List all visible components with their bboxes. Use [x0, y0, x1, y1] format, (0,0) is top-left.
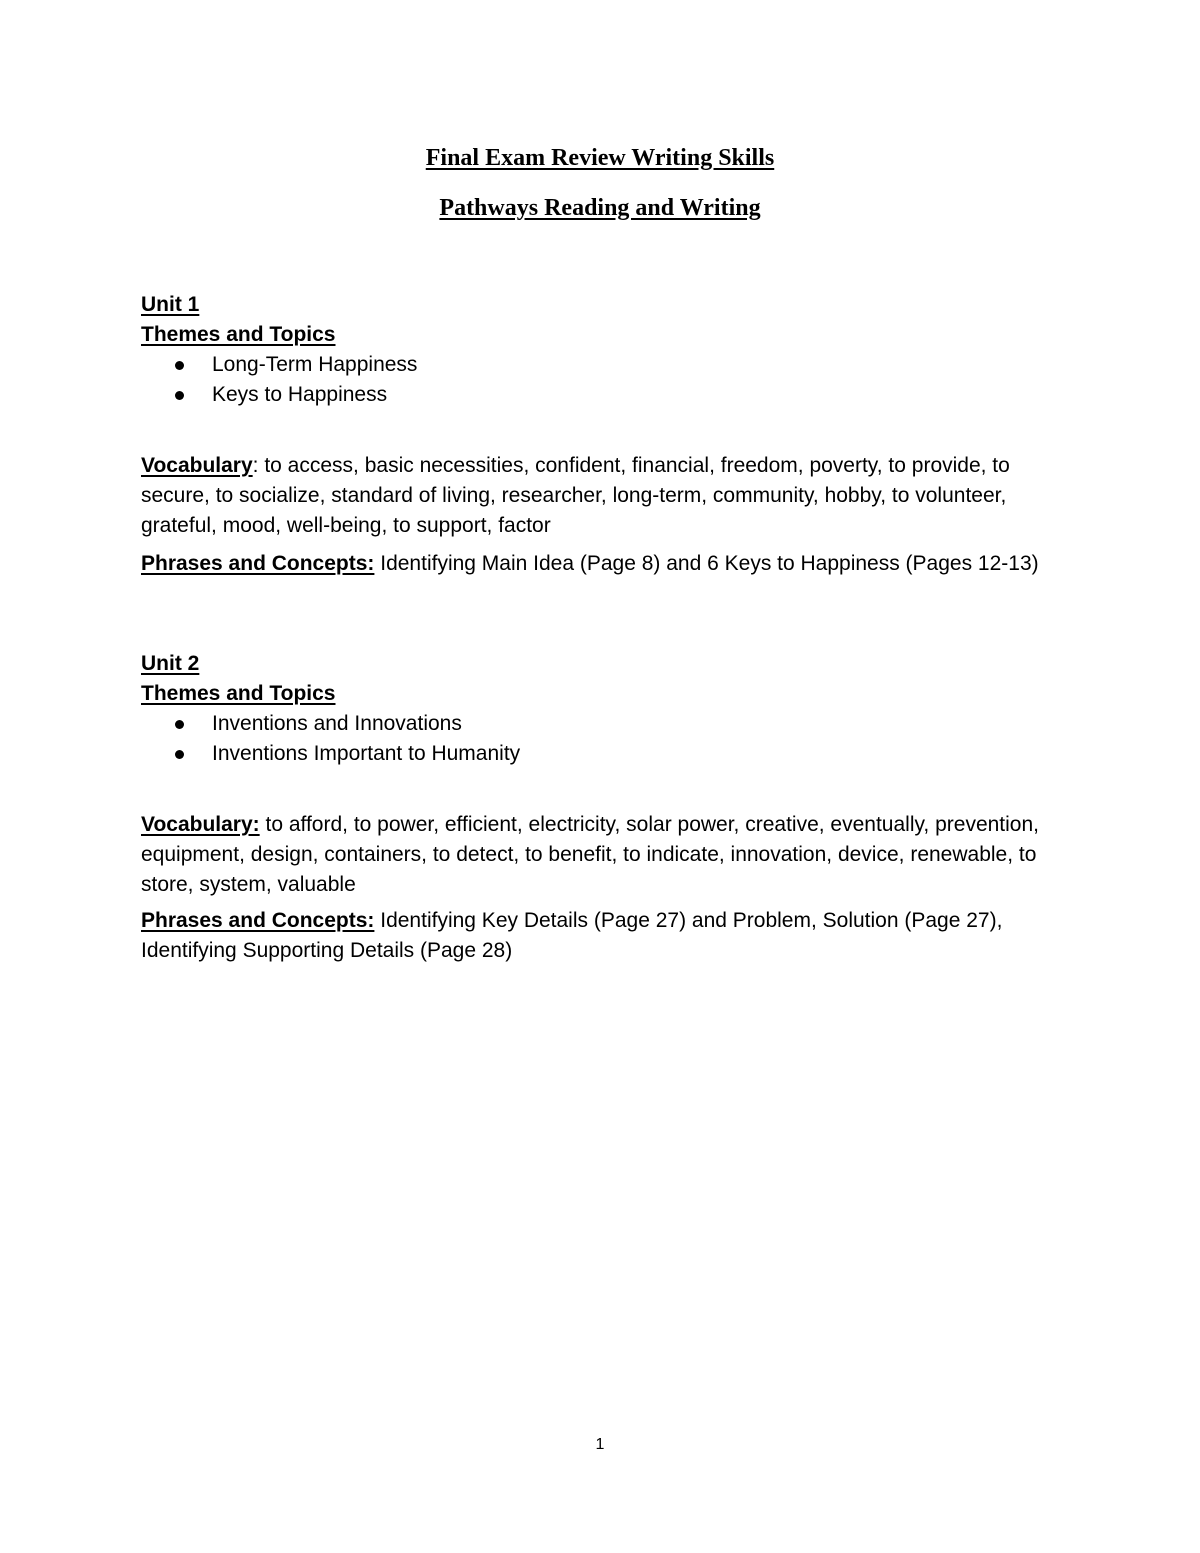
list-item [141, 350, 1061, 380]
themes-list [141, 350, 1061, 410]
unit-heading: Unit 2 [141, 652, 200, 675]
phrases-text: Identifying Main Idea (Page 8) and 6 Keys to Happiness (Pages 12-13) [374, 552, 1039, 575]
list-item [141, 709, 1061, 739]
phrases-text: Identifying Key Details (Page 27) and Problem, Solution (Page 27), Identifying Supporting Details (Page 28) [141, 909, 1003, 962]
themes-list [141, 709, 1061, 769]
document-subtitle: Pathways Reading and Writing [439, 195, 761, 221]
vocabulary-separator: : [252, 454, 259, 477]
list-item [141, 739, 1061, 769]
vocabulary-text: to access, basic necessities, confident, financial, freedom, poverty, to provide, to secure, to socialize, standard of living, researcher, long-term, community, hobby, to volunteer, grateful, mood, well-being, to support, factor [141, 454, 1010, 537]
bullet-icon [175, 361, 184, 370]
unit-heading: Unit 1 [141, 293, 200, 316]
unit-1-phrases [141, 549, 1061, 579]
phrases-label: Phrases and Concepts: [141, 909, 375, 932]
document-title: Final Exam Review Writing Skills [425, 145, 775, 171]
vocabulary-label: Vocabulary: [141, 813, 260, 836]
themes-heading: Themes and Topics [141, 323, 336, 346]
theme-text: Inventions and Innovations [212, 712, 462, 735]
theme-text: Long-Term Happiness [212, 353, 418, 376]
list-item [141, 380, 1061, 410]
vocabulary-text: to afford, to power, efficient, electricity, solar power, creative, eventually, prevention, equipment, design, containers, to detect, to benefit, to indicate, innovation, device, renewable, to store, system, valuable [141, 813, 1040, 896]
unit-2-phrases [141, 906, 1061, 966]
bullet-icon [175, 720, 184, 729]
unit-1-section [141, 290, 1061, 410]
bullet-icon [175, 750, 184, 759]
themes-heading: Themes and Topics [141, 682, 336, 705]
unit-1-vocabulary [141, 451, 1061, 541]
bullet-icon [175, 391, 184, 400]
page-number: 1 [595, 1436, 605, 1453]
phrases-label: Phrases and Concepts: [141, 552, 375, 575]
vocabulary-label: Vocabulary [141, 454, 253, 477]
theme-text: Inventions Important to Humanity [212, 742, 521, 765]
unit-2-vocabulary [141, 810, 1061, 900]
theme-text: Keys to Happiness [212, 383, 388, 406]
unit-2-section [141, 649, 1061, 769]
